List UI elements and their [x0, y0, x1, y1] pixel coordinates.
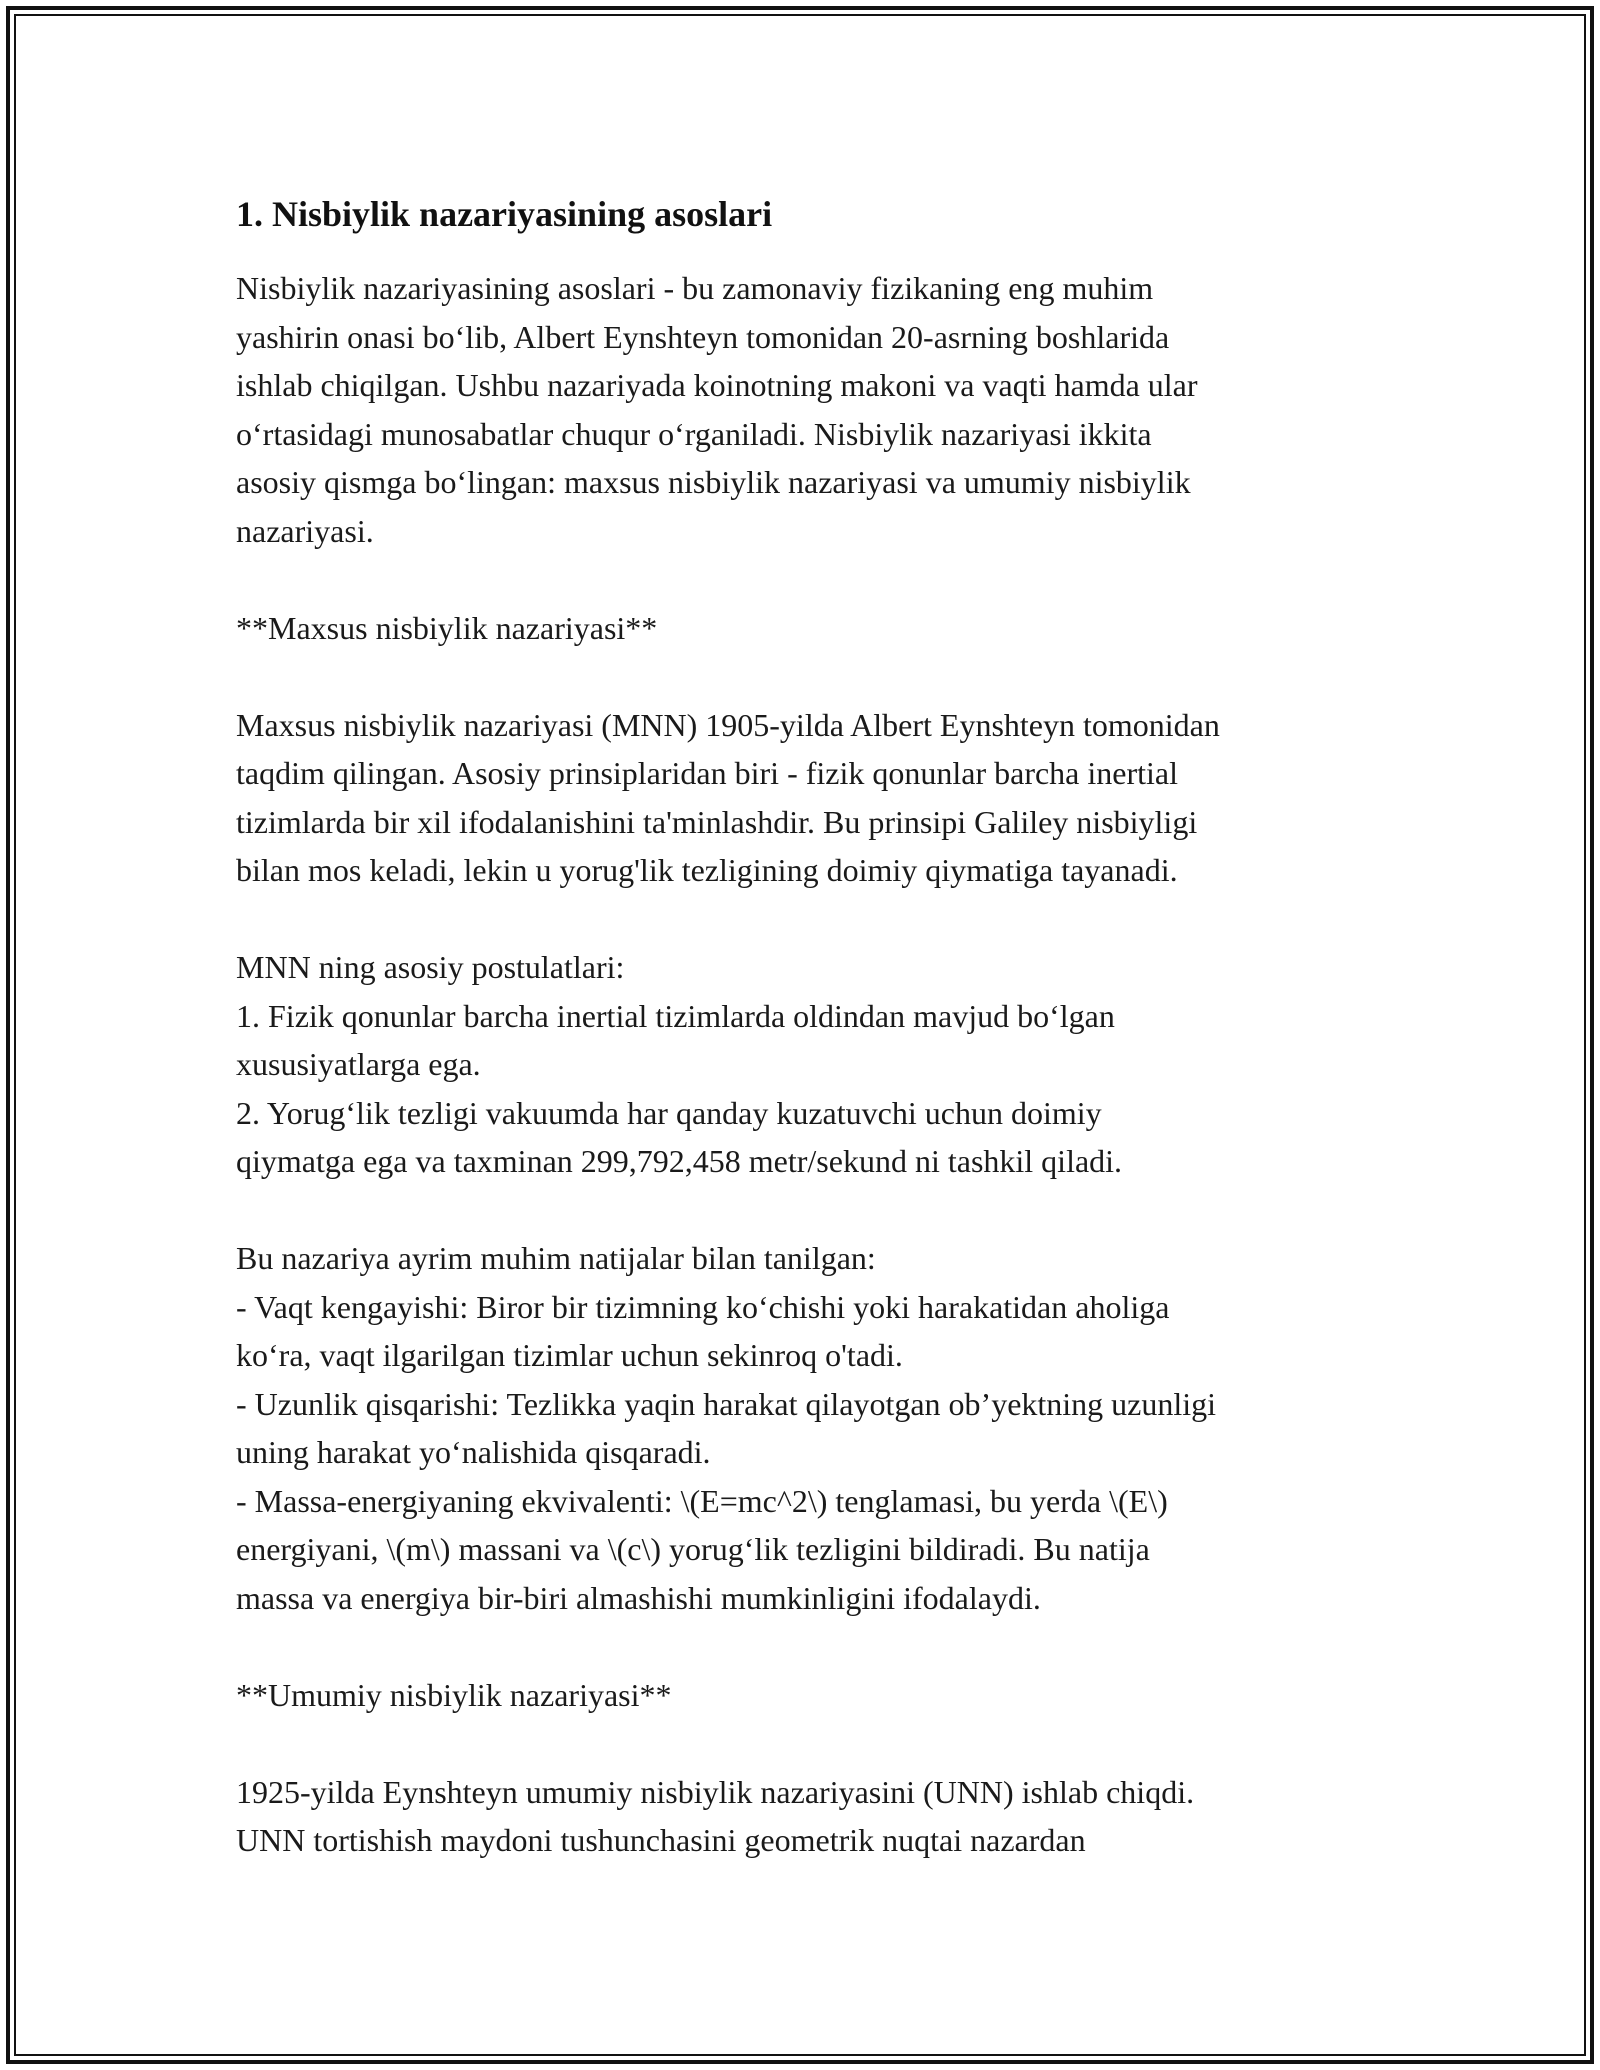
general-relativity-paragraph	[236, 1768, 1376, 1865]
text-line: Maxsus nisbiylik nazariyasi (MNN) 1905-yilda Albert Eynshteyn tomonidan	[236, 706, 1220, 743]
text-line: Bu nazariya ayrim muhim natijalar bilan tanilgan:	[236, 1240, 876, 1276]
paragraph-gap	[236, 1186, 1376, 1235]
subheading-general-relativity: **Umumiy nisbiylik nazariyasi**	[236, 1676, 672, 1713]
paragraph-gap	[236, 1719, 1376, 1768]
text-line: o‘rtasidagi munosabatlar chuqur o‘rganiladi. Nisbiylik nazariyasi ikkita	[236, 415, 1152, 452]
paragraph-gap	[236, 895, 1376, 944]
text-line: qiymatga ega va taxminan 299,792,458 metr/sekund ni tashkil qiladi.	[236, 1143, 1123, 1179]
text-line: - Uzunlik qisqarishi: Tezlikka yaqin harakat qilayotgan ob’yektning uzunligi	[236, 1385, 1217, 1422]
special-relativity-paragraph	[236, 701, 1376, 895]
text-line: - Massa-energiyaning ekvivalenti: \(E=mc^2\) tenglamasi, bu yerda \(E\)	[236, 1482, 1168, 1519]
text-line: MNN ning asosiy postulatlari:	[236, 949, 625, 985]
text-line: energiyani, \(m\) massani va \(c\) yorug‘lik tezligini bildiradi. Bu natija	[236, 1531, 1150, 1567]
text-line: massa va energiya bir-biri almashishi mumkinligini ifodalaydi.	[236, 1579, 1041, 1616]
subheading-special-relativity: **Maxsus nisbiylik nazariyasi**	[236, 609, 658, 646]
paragraph-gap	[236, 555, 1376, 604]
results-list	[236, 1234, 1376, 1622]
paragraph-gap	[236, 1622, 1376, 1671]
document-body	[236, 190, 1376, 1865]
paragraph-gap	[236, 652, 1376, 701]
text-line: tizimlarda bir xil ifodalanishini ta'minlashdir. Bu prinsipi Galiley nisbiyligi	[236, 803, 1198, 840]
text-line: taqdim qilingan. Asosiy prinsiplaridan biri - fizik qonunlar barcha inertial	[236, 755, 1178, 791]
text-line: ishlab chiqilgan. Ushbu nazariyada koinotning makoni va vaqti hamda ular	[236, 367, 1198, 403]
text-line: UNN tortishish maydoni tushunchasini geometrik nuqtai nazardan	[236, 1822, 1086, 1858]
postulates-list	[236, 943, 1376, 1186]
text-line: Nisbiylik nazariyasining asoslari - bu zamonaviy fizikaning eng muhim	[236, 270, 1154, 306]
section-heading: 1. Nisbiylik nazariyasining asoslari	[236, 194, 773, 234]
intro-paragraph	[236, 264, 1376, 555]
text-line: 1. Fizik qonunlar barcha inertial tizimlarda oldindan mavjud bo‘lgan	[236, 997, 1115, 1034]
text-line: ko‘ra, vaqt ilgarilgan tizimlar uchun sekinroq o'tadi.	[236, 1337, 903, 1373]
text-line: asosiy qismga bo‘lingan: maxsus nisbiylik nazariyasi va umumiy nisbiylik	[236, 464, 1191, 500]
text-line: uning harakat yo‘nalishida qisqaradi.	[236, 1434, 711, 1470]
text-line: bilan mos keladi, lekin u yorug'lik tezligining doimiy qiymatiga tayanadi.	[236, 852, 1178, 888]
text-line: 1925-yilda Eynshteyn umumiy nisbiylik nazariyasini (UNN) ishlab chiqdi.	[236, 1773, 1195, 1810]
text-line: yashirin onasi bo‘lib, Albert Eynshteyn tomonidan 20-asrning boshlarida	[236, 318, 1170, 355]
text-line: xususiyatlarga ega.	[236, 1046, 481, 1082]
text-line: - Vaqt kengayishi: Biror bir tizimning ko‘chishi yoki harakatidan aholiga	[236, 1288, 1170, 1325]
text-line: 2. Yorug‘lik tezligi vakuumda har qanday kuzatuvchi uchun doimiy	[236, 1094, 1102, 1131]
text-line: nazariyasi.	[236, 512, 374, 549]
